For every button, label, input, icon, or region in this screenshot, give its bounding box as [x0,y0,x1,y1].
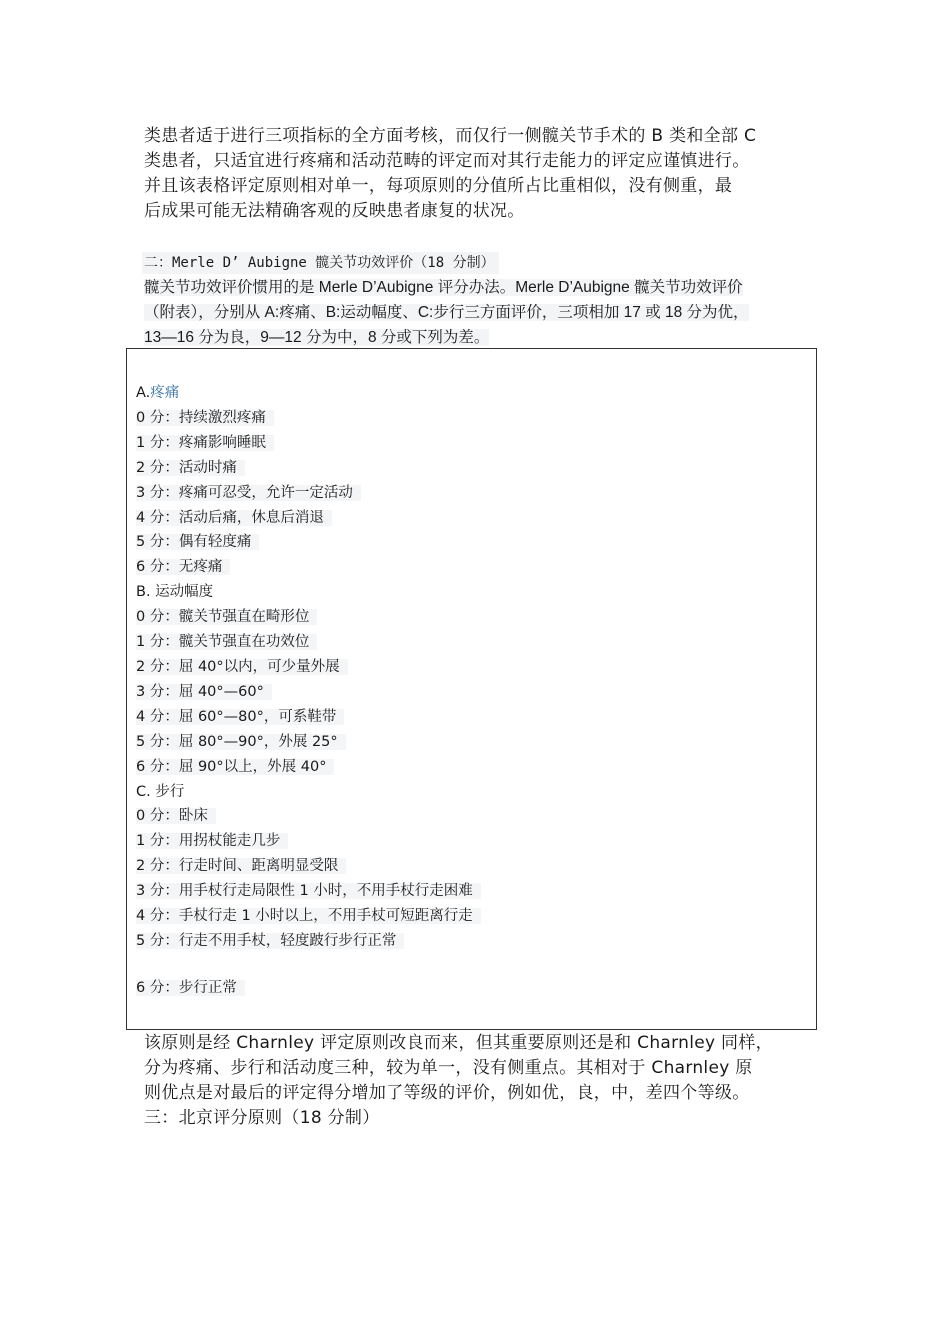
pain-score-text: 4 分：活动后痛，休息后消退 [136,510,332,526]
pain-score-text: 3 分：疼痛可忍受，允许一定活动 [136,485,361,501]
intro-line: 类患者适于进行三项指标的全方面考核，而仅行一侧髋关节手术的 B 类和全部 C [144,126,757,146]
intro-line: 并且该表格评定原则相对单一，每项原则的分值所占比重相似，没有侧重，最 [144,176,733,196]
intro-line: 后成果可能无法精确客观的反映患者康复的状况。 [144,201,525,221]
walking-score-text: 0 分：卧床 [136,808,216,824]
pain-score-item [136,530,481,555]
motion-score-item [136,680,481,705]
motion-score-item [136,730,481,755]
after-paragraph [144,1031,816,1131]
intro-paragraph [144,124,816,224]
pain-score-text: 2 分：活动时痛 [136,460,245,476]
pain-score-item [136,431,481,456]
motion-score-text: 1 分：髋关节强直在功效位 [136,634,317,650]
pain-score-item [136,506,481,531]
pain-score-item [136,481,481,506]
walking-score-text: 1 分：用拐杖能走几步 [136,833,288,849]
category-walking-heading: C. 步行 [136,783,185,800]
walking-score-item [136,829,481,854]
walking-score-text: 4 分：手杖行走 1 小时以上，不用手杖可短距离行走 [136,908,481,924]
section-2-desc-line: （附表），分别从 A:疼痛、B:运动幅度、C:步行三方面评价，三项相加 17 或 18 分为优， [144,304,749,321]
category-letter: A. [136,385,151,401]
motion-score-item [136,655,481,680]
after-line: 分为疼痛、步行和活动度三种，较为单一，没有侧重点。其相对于 Charnley 原 [144,1058,753,1078]
pain-score-item [136,406,481,431]
motion-score-text: 3 分：屈 40°—60° [136,684,272,700]
motion-score-text: 2 分：屈 40°以内，可少量外展 [136,659,348,675]
walking-score-item [136,854,481,879]
walking-score-item [136,804,481,829]
section-2-desc-line: 髋关节功效评价惯用的是 Merle D’Aubigne 评分办法。Merle D’Aubigne 髋关节功效评价 [144,279,743,296]
walking-score-item [136,904,481,929]
spacer [136,954,481,976]
motion-score-item [136,605,481,630]
section-2-desc-line: 13—16 分为良，9—12 分为中，8 分或下列为差。 [144,329,490,346]
pain-score-text: 6 分：无疼痛 [136,559,230,575]
pain-score-item [136,456,481,481]
walking-score-item [136,976,481,1001]
intro-line: 类患者，只适宜进行疼痛和活动范畴的评定而对其行走能力的评定应谨慎进行。 [144,151,750,171]
walking-score-text: 3 分：用手杖行走局限性 1 小时，不用手杖行走困难 [136,883,481,899]
motion-score-text: 4 分：屈 60°—80°，可系鞋带 [136,709,344,725]
category-motion-heading: B. 运动幅度 [136,584,214,601]
motion-score-item [136,630,481,655]
after-line: 该原则是经 Charnley 评定原则改良而来，但其重要原则还是和 Charnley 同样， [144,1033,773,1053]
section-2-heading: 二：Merle D’ Aubigne 髋关节功效评价（18 分制） [142,252,499,274]
section-2 [144,250,816,350]
motion-score-text: 5 分：屈 80°—90°，外展 25° [136,734,346,750]
category-title: 疼痛 [150,385,180,401]
motion-score-text: 6 分：屈 90°以上，外展 40° [136,759,334,775]
section-3-heading: 三：北京评分原则（18 分制） [144,1108,380,1128]
pain-score-item [136,555,481,580]
score-table-box [126,348,817,1030]
walking-score-text: 6 分：步行正常 [136,980,245,996]
score-list [136,381,481,1001]
pain-score-text: 0 分：持续激烈疼痛 [136,410,274,426]
walking-score-item [136,929,481,954]
walking-score-text: 2 分：行走时间、距离明显受限 [136,858,346,874]
after-line: 则优点是对最后的评定得分增加了等级的评价，例如优，良，中，差四个等级。 [144,1083,750,1103]
pain-score-text: 1 分：疼痛影响睡眠 [136,435,274,451]
category-pain-heading [136,381,481,406]
walking-score-text: 5 分：行走不用手杖，轻度跛行步行正常 [136,933,404,949]
motion-score-item [136,755,481,780]
walking-score-item [136,879,481,904]
pain-score-text: 5 分：偶有轻度痛 [136,534,259,550]
motion-score-text: 0 分：髋关节强直在畸形位 [136,609,317,625]
motion-score-item [136,705,481,730]
